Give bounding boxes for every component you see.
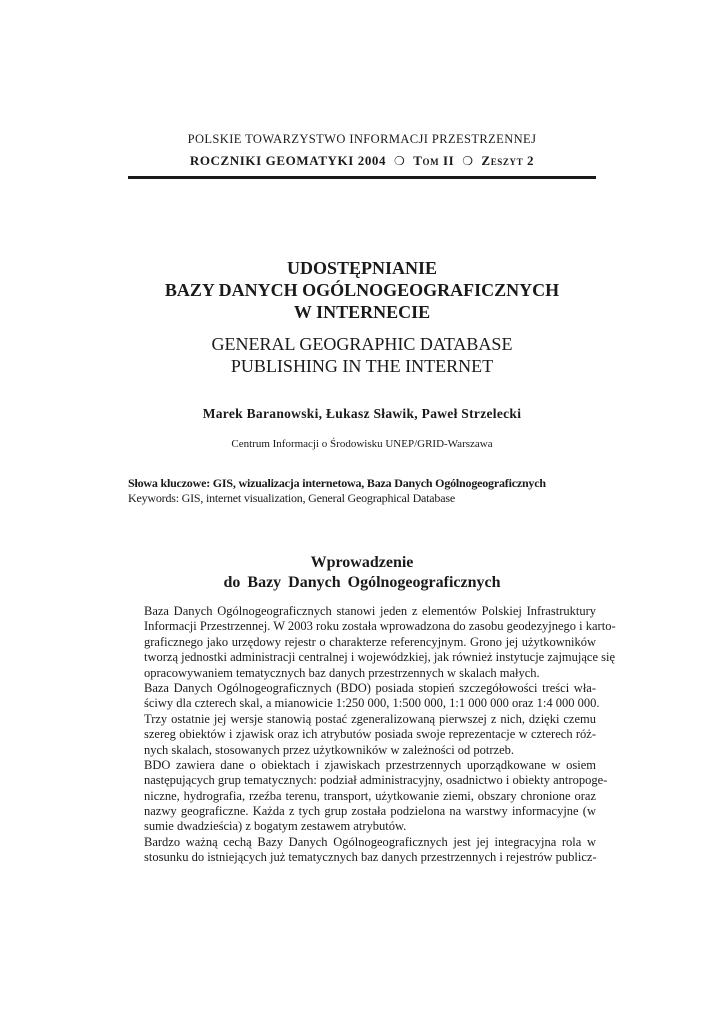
journal-header — [0, 153, 724, 169]
title-pl-line: W INTERNECIE — [293, 302, 431, 322]
authors: Marek Baranowski, Łukasz Sławik, Paweł Strzelecki — [202, 406, 522, 421]
text-line: graficznego jako urzędowy rejestr o charakterze referencyjnym. Grono jej użytkowników — [144, 634, 596, 649]
text-line: nych skalach, stosowanych przez użytkowników w zależności od potrzeb. — [144, 742, 515, 757]
section-title-line: do Bazy Danych Ogólnogeograficznych — [223, 574, 501, 591]
text-line: nazwy geograficzne. Każda z tych grup została podzielona na warstwy informacyjne (w — [144, 804, 596, 819]
separator-circle-icon: ❍ — [393, 154, 406, 168]
text-line: Informacji Przestrzennej. W 2003 roku została wprowadzona do zasobu geodezyjnego i karto- — [144, 619, 616, 634]
title-en-line: GENERAL GEOGRAPHIC DATABASE — [211, 334, 513, 354]
text-line: Baza Danych Ogólnogeograficznych (BDO) posiada stopień szczegółowości treści wła- — [144, 680, 596, 695]
paragraph — [128, 835, 596, 866]
issue-label: Zeszyt 2 — [481, 153, 535, 168]
keywords-pl: Słowa kluczowe: GIS, wizualizacja internetowa, Baza Danych Ogólnogeograficznych — [128, 476, 546, 490]
text-line: Trzy ostatnie jej wersje stanowią postać zgeneralizowaną pierwszej z nich, dzięki czemu — [144, 711, 596, 726]
text-line: opracowywaniem tematycznych baz danych przestrzennych w skalach małych. — [144, 665, 540, 680]
title-pl-line: UDOSTĘPNIANIE — [286, 258, 438, 278]
separator-circle-icon: ❍ — [462, 154, 474, 168]
text-line: tworzą jednostki administracji centralnej i wojewódzkiej, jak również instytucje zajmujące się — [144, 650, 616, 665]
text-line: Baza Danych Ogólnogeograficznych stanowi jeden z elementów Polskiej Infrastruktury — [144, 604, 596, 618]
section-title-line: Wprowadzenie — [310, 554, 414, 571]
text-line: niczne, hydrografia, rzeźba terenu, transport, użytkowanie ziemi, obszary chronione oraz — [144, 788, 596, 803]
text-line: stosunku do istniejących już tematycznych baz danych przestrzennych i rejestrów publicz- — [144, 850, 597, 865]
paragraph — [128, 680, 600, 758]
society-header: POLSKIE TOWARZYSTWO INFORMACJI PRZESTRZENNEJ — [187, 132, 537, 146]
text-line: szereg obiektów i zjawisk oraz ich atrybutów posiada swoje reprezentacje w czterech róż- — [144, 727, 596, 742]
header-rule — [128, 176, 596, 179]
journal-name: ROCZNIKI GEOMATYKI 2004 — [189, 153, 387, 168]
text-line: sumie dwadzieścia) z bogatym zestawem atrybutów. — [144, 819, 407, 834]
title-en-line: PUBLISHING IN THE INTERNET — [230, 356, 494, 376]
keywords-en: Keywords: GIS, internet visualization, General Geographical Database — [128, 491, 455, 505]
paragraph — [128, 604, 616, 681]
text-line: BDO zawiera dane o obiektach i zjawiskach przestrzennych uporządkowane w osiem — [144, 757, 596, 772]
text-line: następujących grup tematycznych: podział administracyjny, osadnictwo i obiekty antropoge- — [144, 773, 608, 788]
body-text — [128, 604, 616, 866]
title-pl-line: BAZY DANYCH OGÓLNOGEOGRAFICZNYCH — [164, 280, 560, 300]
paragraph — [128, 757, 608, 835]
affiliation: Centrum Informacji o Środowisku UNEP/GRID-Warszawa — [231, 438, 493, 450]
text-line: ściwy dla czterech skal, a mianowicie 1:250 000, 1:500 000, 1:1 000 000 oraz 1:4 000 000. — [144, 696, 600, 711]
volume-label: Tom II — [413, 153, 455, 168]
text-line: Bardzo ważną cechą Bazy Danych Ogólnogeograficznych jest jej integracyjna rola w — [144, 834, 596, 849]
